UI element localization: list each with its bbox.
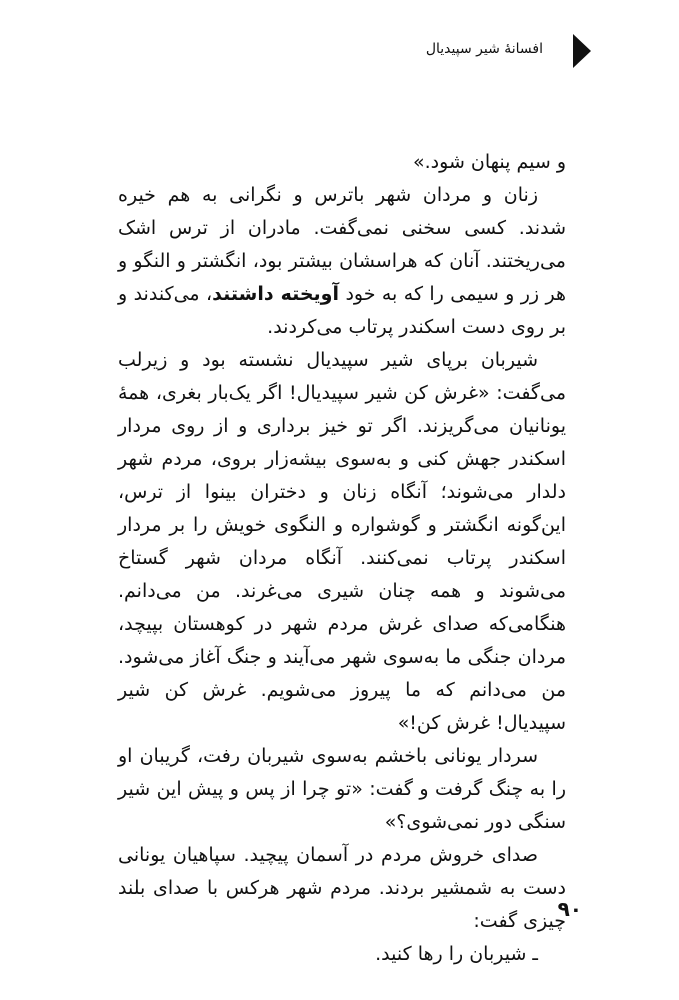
page-text	[118, 146, 566, 971]
running-header	[91, 34, 591, 74]
bold-phrase: آویخته داشتند	[212, 283, 340, 305]
header-triangle-marker	[573, 34, 591, 68]
book-title: افسانهٔ شیر سپیدیال	[425, 41, 543, 57]
paragraph-1: و سیم پنهان شود.»	[413, 151, 566, 173]
paragraph-2-end: ، می‌کندند و بر روی دست اسکندر پرتاب می‌کردند.	[118, 283, 566, 338]
paragraph-2-text: زنان و مردان شهر باترس و نگرانی به هم خیره شدند. کسی سخنی نمی‌گفت. مادران از ترس اشک می‌ریختند. آنان که هراسشان بیشتر بود، انگشتر و النگو و هر زر و سیمی را که به خود	[118, 184, 566, 305]
paragraph-4: سردار یونانی باخشم به‌سوی شیربان رفت، گریبان او را به چنگ گرفت و گفت: «تو چرا از پس و پیش این شیر سنگی دور نمی‌شوی؟»	[118, 745, 566, 833]
paragraph-3: شیربان برپای شیر سپیدیال نشسته بود و زیرلب می‌گفت: «غرش کن شیر سپیدیال! اگر یک‌بار بغری، همهٔ یونانیان می‌گریزند. اگر تو خیز برداری و از روی مردار اسکندر جهش کنی و به‌سوی بیشه‌زار بروی، مردم شهر دلدار می‌شوند؛ آنگاه زنان و دختران بینوا از ترس، این‌گونه انگشتر و گوشواره و النگوی خویش را بر مردار اسکندر پرتاب نمی‌کنند. آنگاه مردان شهر گستاخ می‌شوند و همه چنان شیری می‌غرند. من می‌دانم. هنگامی‌که صدای غرش مردم شهر در کوهستان بپیچد، مردان جنگی ما به‌سوی شهر می‌آیند و جنگ آغاز می‌شود. من می‌دانم که ما پیروز می‌شویم. غرش کن شیر سپیدیال! غرش کن!»	[118, 349, 566, 734]
paragraph-6: ـ شیربان را رها کنید.	[375, 943, 538, 965]
paragraph-5: صدای خروش مردم در آسمان پیچید. سپاهیان یونانی دست به شمشیر بردند. مردم شهر هرکس با صدای بلند چیزی گفت:	[118, 844, 566, 932]
paragraph-2	[118, 179, 566, 344]
page-number: ۹۰	[557, 897, 582, 921]
